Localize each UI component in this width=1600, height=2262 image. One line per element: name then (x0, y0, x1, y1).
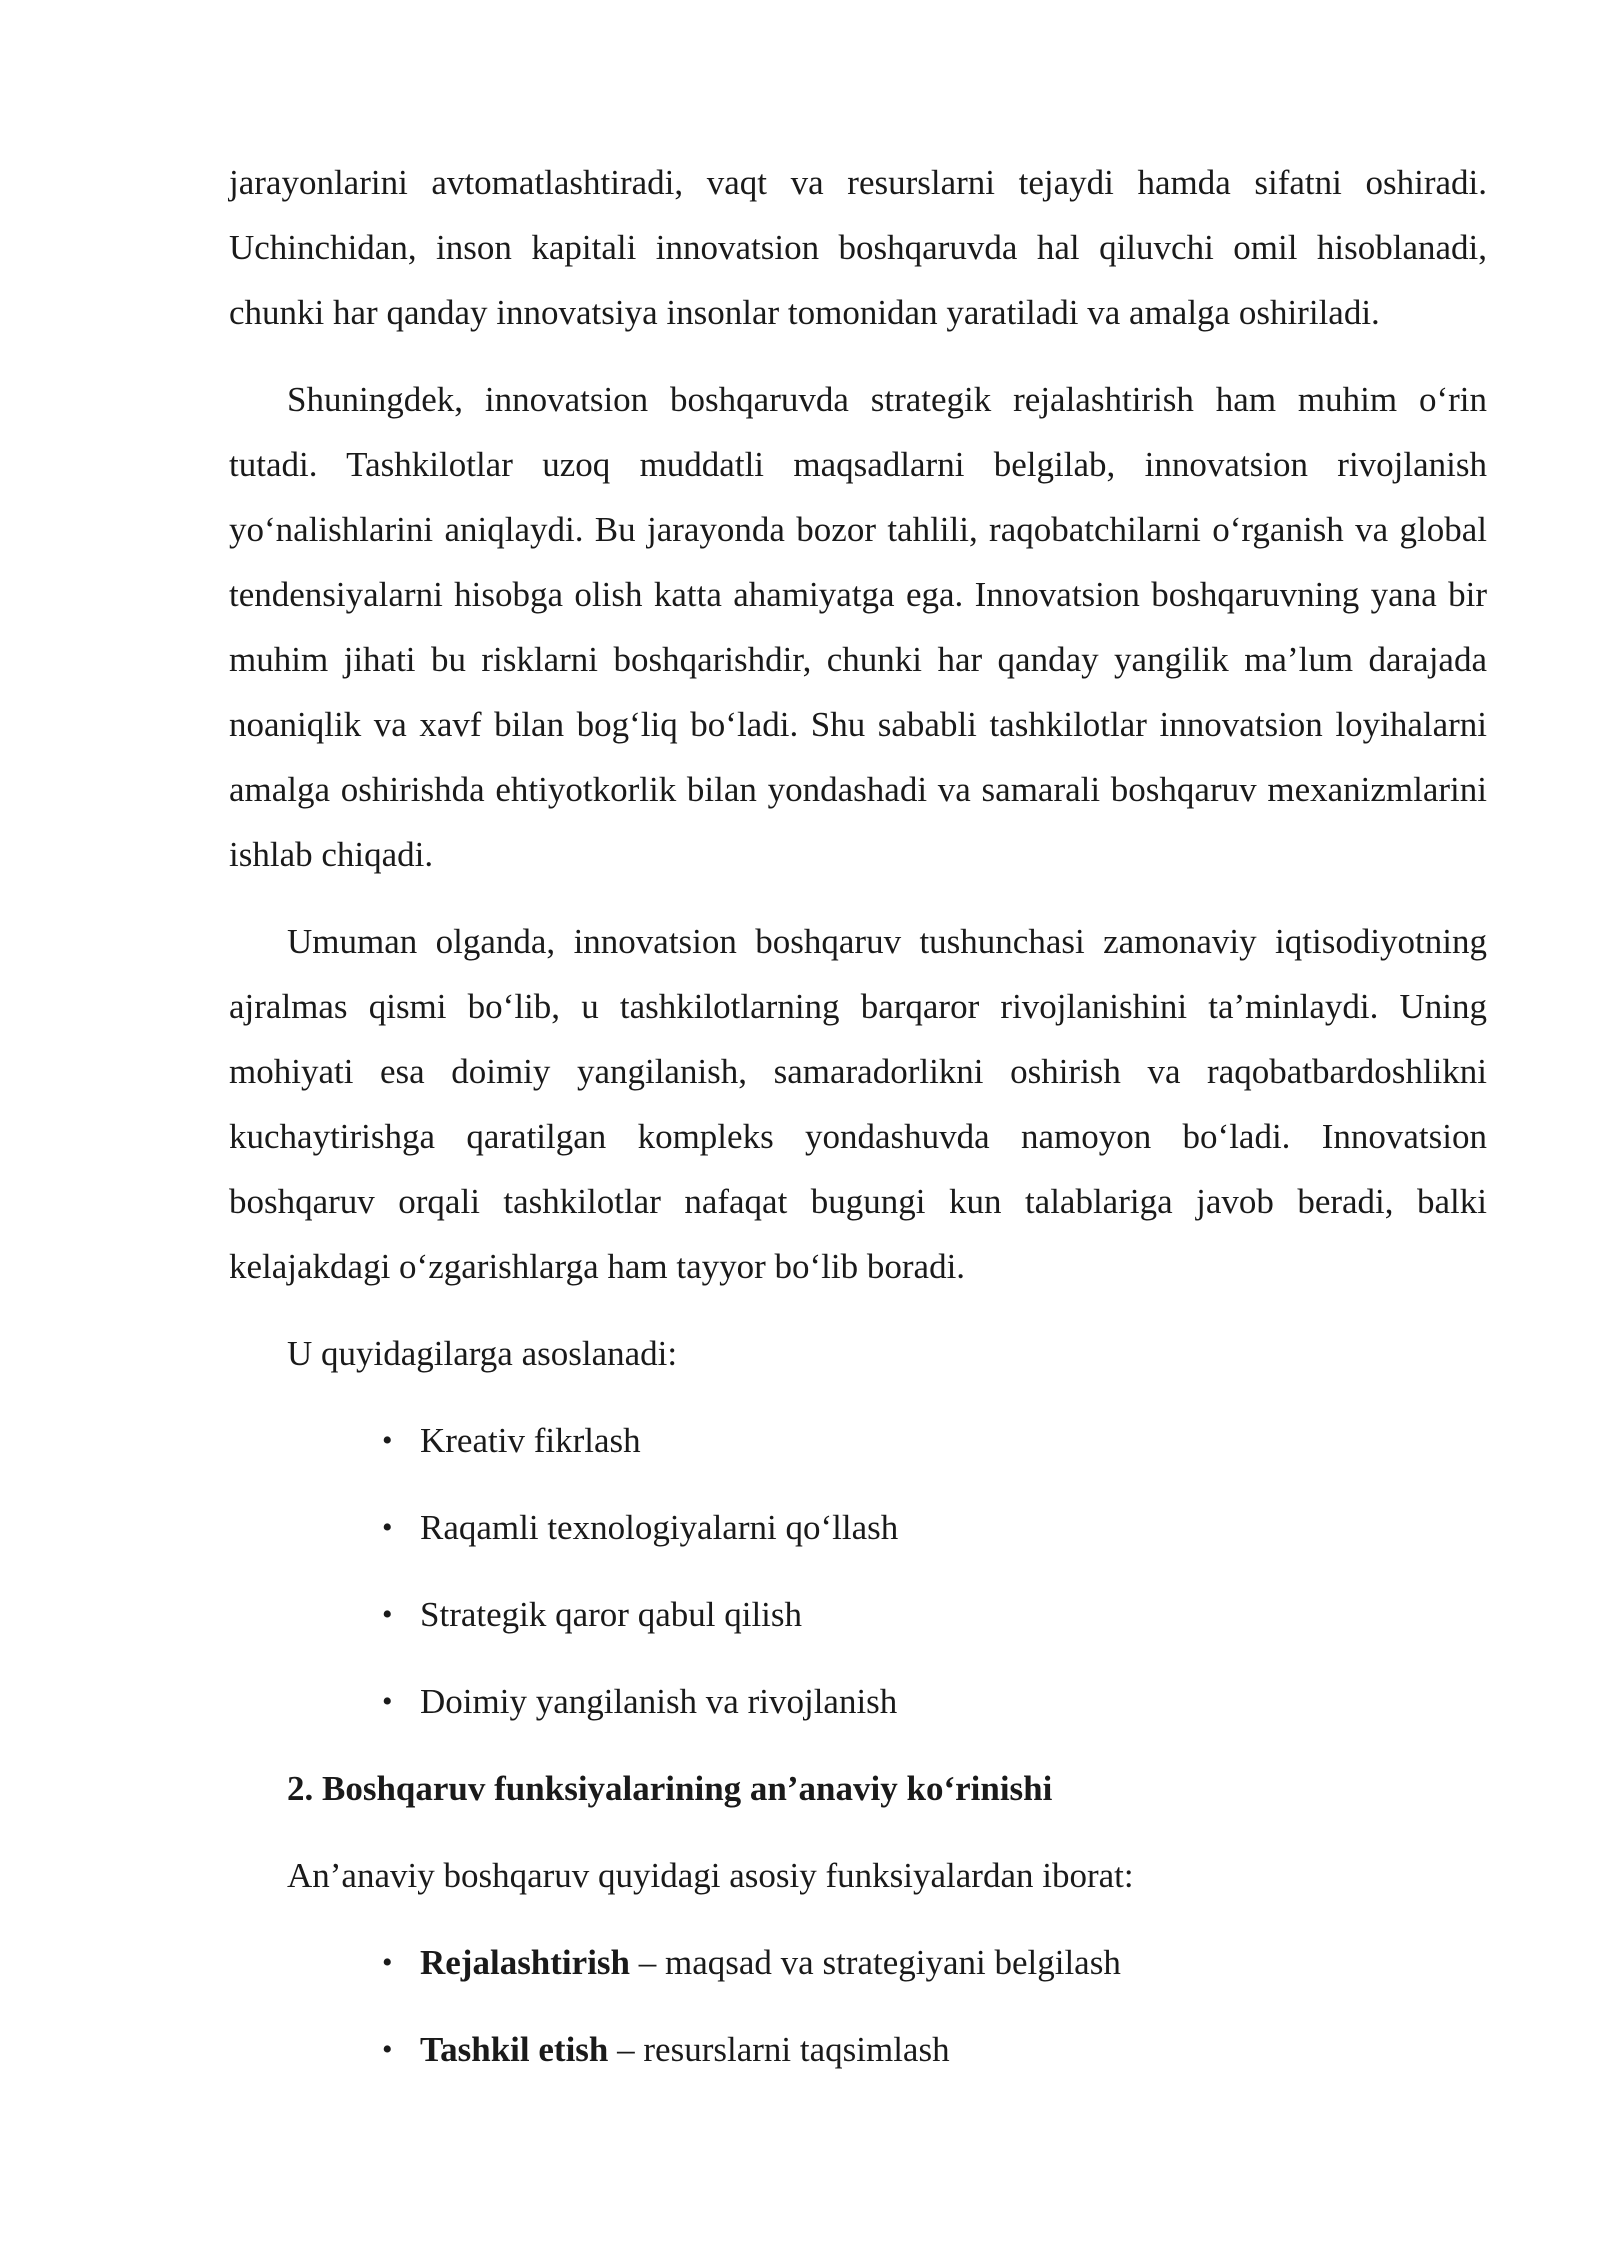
list-item-text: Doimiy yangilanish va rivojlanish (420, 1682, 898, 1721)
functions-list (229, 1930, 1487, 2082)
document-page (229, 150, 1487, 2104)
bullet-icon: • (382, 1511, 393, 1544)
bullet-icon: • (382, 1946, 393, 1979)
function-term: Rejalashtirish (420, 1943, 630, 1982)
list-item (229, 1408, 1487, 1473)
bullet-icon: • (382, 2033, 393, 2066)
list-item (229, 1669, 1487, 1734)
functions-intro: An’anaviy boshqaruv quyidagi asosiy funksiyalardan iborat: (287, 1856, 1134, 1895)
list-item-text: Raqamli texnologiyalarni qo‘llash (420, 1508, 899, 1547)
paragraph-strategic-planning: Shuningdek, innovatsion boshqaruvda strategik rejalashtirish ham muhim o‘rin tutadi. Tashkilotlar uzoq muddatli maqsadlarni belgilab, innovatsion rivojlanish yo‘nalishlarini aniqlaydi. Bu jarayonda bozor tahlili, raqobatchilarni o‘rganish va global tendensiyalarni hisobga olish katta ahamiyatga ega. Innovatsion boshqaruvning yana bir muhim jihati bu risklarni boshqarishdir, chunki har qanday yangilik ma’lum darajada noaniqlik va xavf bilan bog‘liq bo‘ladi. Shu sababli tashkilotlar innovatsion loyihalarni amalga oshirishda ehtiyotkorlik bilan yondashadi va samarali boshqaruv mexanizmlarini ishlab chiqadi. (229, 380, 1487, 874)
bullet-icon: • (382, 1685, 393, 1718)
paragraph-continuation: jarayonlarini avtomatlashtiradi, vaqt va resurslarni tejaydi hamda sifatni oshiradi. Uchinchidan, inson kapitali innovatsion boshqaruvda hal qiluvchi omil hisoblanadi, chunki har qanday innovatsiya insonlar tomonidan yaratiladi va amalga oshiriladi. (229, 163, 1487, 332)
function-description: – resurslarni taqsimlash (608, 2030, 950, 2069)
list-item (229, 1495, 1487, 1560)
section-heading: 2. Boshqaruv funksiyalarining an’anaviy ko‘rinishi (287, 1769, 1053, 1808)
list-item-text: Kreativ fikrlash (420, 1421, 641, 1460)
paragraph-summary: Umuman olganda, innovatsion boshqaruv tushunchasi zamonaviy iqtisodiyotning ajralmas qismi bo‘lib, u tashkilotlarning barqaror rivojlanishini ta’minlaydi. Uning mohiyati esa doimiy yangilanish, samaradorlikni oshirish va raqobatbardoshlikni kuchaytirishga qaratilgan kompleks yondashuvda namoyon bo‘ladi. Innovatsion boshqaruv orqali tashkilotlar nafaqat bugungi kun talablariga javob beradi, balki kelajakdagi o‘zgarishlarga ham tayyor bo‘lib boradi. (229, 922, 1487, 1286)
function-description: – maqsad va strategiyani belgilash (630, 1943, 1121, 1982)
basis-list (229, 1408, 1487, 1734)
basis-intro: U quyidagilarga asoslanadi: (287, 1334, 678, 1373)
bullet-icon: • (382, 1424, 393, 1457)
list-item-text: Strategik qaror qabul qilish (420, 1595, 803, 1634)
list-item (229, 2017, 1487, 2082)
list-item (229, 1582, 1487, 1647)
function-term: Tashkil etish (420, 2030, 609, 2069)
bullet-icon: • (382, 1598, 393, 1631)
list-item (229, 1930, 1487, 1995)
